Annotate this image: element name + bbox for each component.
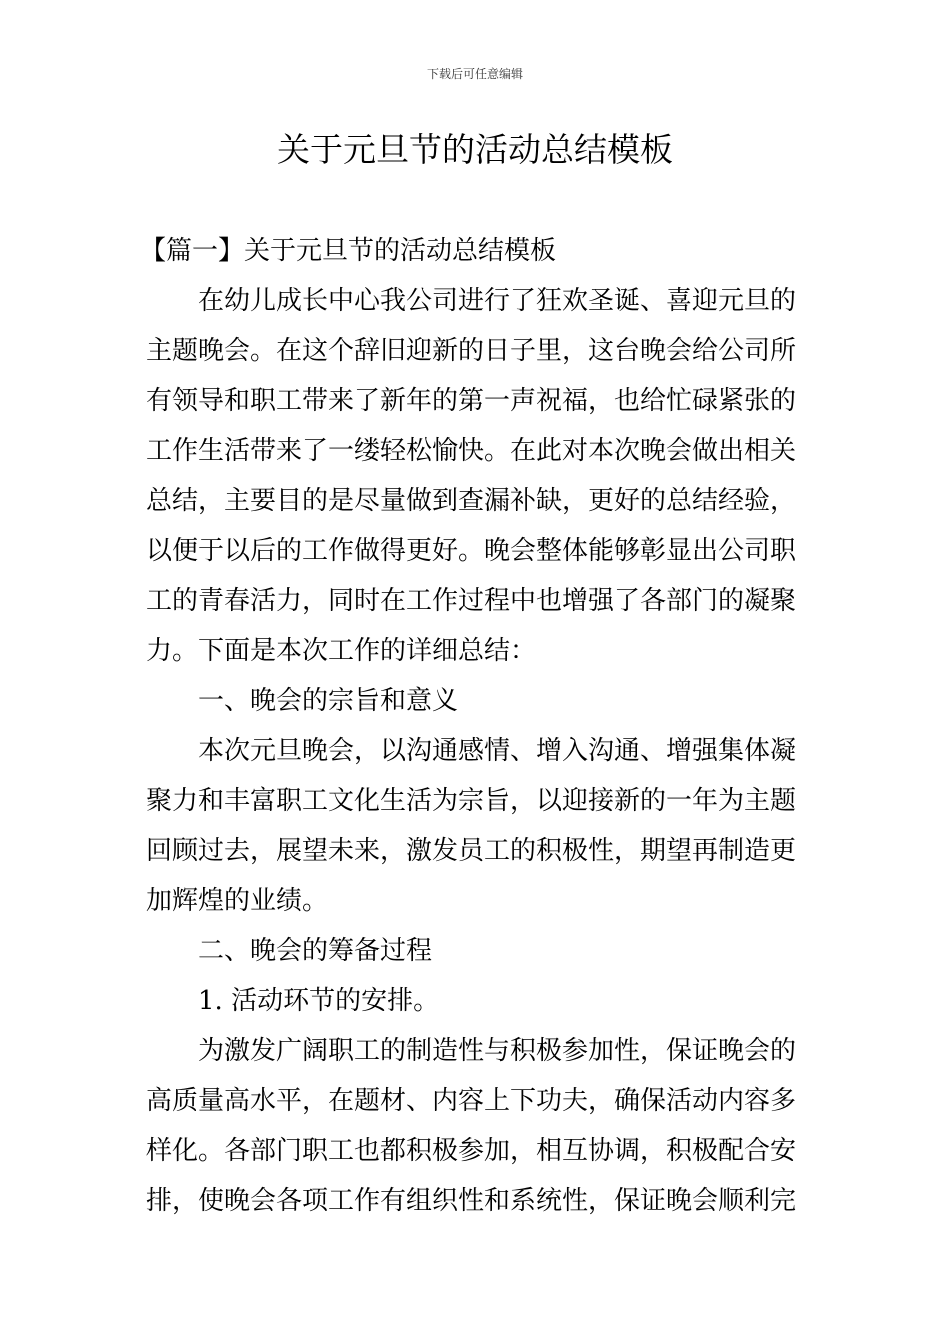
text-line: 为激发广阔职工的制造性与积极参加性，保证晚会的 <box>198 1036 797 1066</box>
section-heading: 【篇一】关于元旦节的活动总结模板 <box>140 236 557 266</box>
text-line: 高质量高水平，在题材、内容上下功夫，确保活动内容多 <box>146 1086 797 1116</box>
document-title: 关于元旦节的活动总结模板 <box>277 130 673 169</box>
text-line: 聚力和丰富职工文化生活为宗旨，以迎接新的一年为主题 <box>146 786 797 816</box>
text-line: 以便于以后的工作做得更好。晚会整体能够彰显出公司职 <box>146 536 797 566</box>
text-line: 排，使晚会各项工作有组织性和系统性，保证晚会顺利完 <box>146 1186 797 1216</box>
text-line: 一、晚会的宗旨和意义 <box>198 686 459 716</box>
text-line: 力。下面是本次工作的详细总结： <box>146 636 537 666</box>
text-line: 二、晚会的筹备过程 <box>198 936 433 966</box>
document-body <box>140 226 808 1226</box>
text-line: 工的青春活力，同时在工作过程中也增强了各部门的凝聚 <box>146 586 797 616</box>
header-note: 下载后可任意编辑 <box>426 67 523 81</box>
text-line: 主题晚会。在这个辞旧迎新的日子里，这台晚会给公司所 <box>146 336 797 366</box>
text-line: 本次元旦晚会，以沟通感情、增入沟通、增强集体凝 <box>198 736 797 766</box>
text-line: 在幼儿成长中心我公司进行了狂欢圣诞、喜迎元旦的 <box>198 286 797 316</box>
text-line: 样化。各部门职工也都积极参加，相互协调，积极配合安 <box>146 1136 797 1166</box>
text-line: 回顾过去，展望未来，激发员工的积极性，期望再制造更 <box>146 836 797 866</box>
text-line: 1. 活动环节的安排。 <box>198 986 440 1016</box>
text-line: 工作生活带来了一缕轻松愉快。在此对本次晚会做出相关 <box>146 436 797 466</box>
text-line: 加辉煌的业绩。 <box>146 886 329 916</box>
text-line: 有领导和职工带来了新年的第一声祝福，也给忙碌紧张的 <box>146 386 797 416</box>
text-line: 总结，主要目的是尽量做到查漏补缺，更好的总结经验， <box>146 486 797 516</box>
